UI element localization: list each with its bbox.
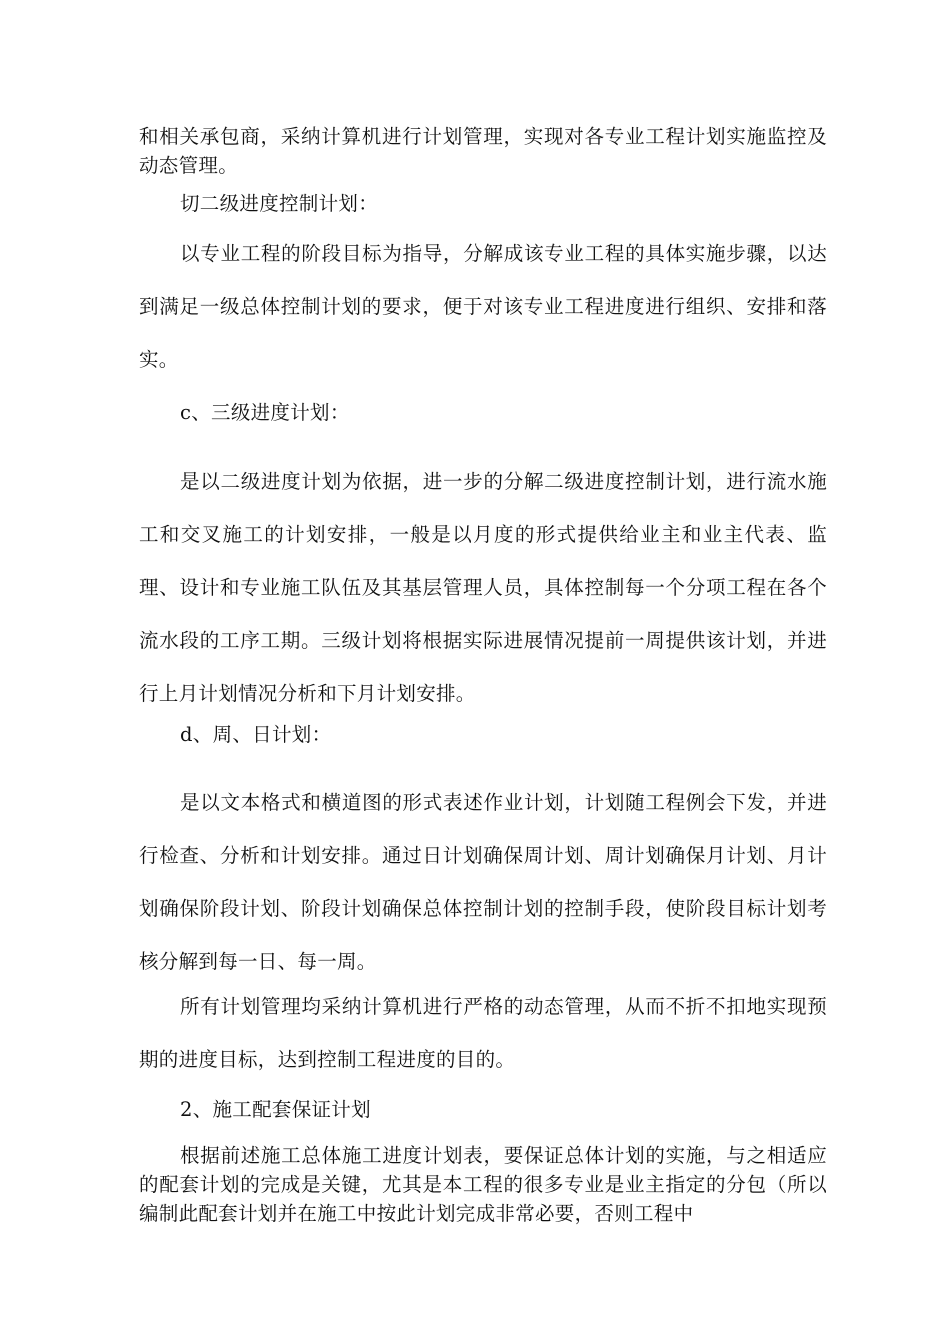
paragraph-dynamic-management: 所有计划管理均采纳计算机进行严格的动态管理，从而不折不扣地实现预期的进度目标，达到控制工程进度的目的。 — [139, 995, 827, 1071]
paragraph-supporting-plan: 根据前述施工总体施工进度计划表，要保证总体计划的实施，与之相适应的配套计划的完成是关键，尤其是本工程的很多专业是业主指定的分包（所以编制此配套计划并在施工中按此计划完成非常必要，否则工程中 — [139, 1144, 827, 1225]
paragraph-continuation: 和相关承包商，采纳计算机进行计划管理，实现对各专业工程计划实施监控及动态管理。 — [139, 125, 827, 177]
heading-tertiary-plan: c、三级进度计划： — [180, 401, 350, 424]
heading-secondary-plan: 切二级进度控制计划： — [180, 192, 379, 215]
paragraph-secondary-plan: 以专业工程的阶段目标为指导，分解成该专业工程的具体实施步骤，以达到满足一级总体控制计划的要求，便于对该专业工程进度进行组织、安排和落实。 — [139, 242, 827, 371]
heading-supporting-plan: 2、施工配套保证计划 — [180, 1098, 371, 1121]
heading-weekly-daily-plan: d、周、日计划： — [180, 723, 332, 746]
paragraph-tertiary-plan: 是以二级进度计划为依据，进一步的分解二级进度控制计划，进行流水施工和交叉施工的计划安排，一般是以月度的形式提供给业主和业主代表、监理、设计和专业施工队伍及其基层管理人员，具体控制每一个分项工程在各个流水段的工序工期。三级计划将根据实际进展情况提前一周提供该计划，并进行上月计划情况分析和下月计划安排。 — [139, 470, 827, 705]
paragraph-weekly-daily-plan: 是以文本格式和横道图的形式表述作业计划，计划随工程例会下发，并进行检查、分析和计划安排。通过日计划确保周计划、周计划确保月计划、月计划确保阶段计划、阶段计划确保总体控制计划的控制手段，使阶段目标计划考核分解到每一日、每一周。 — [139, 791, 827, 973]
